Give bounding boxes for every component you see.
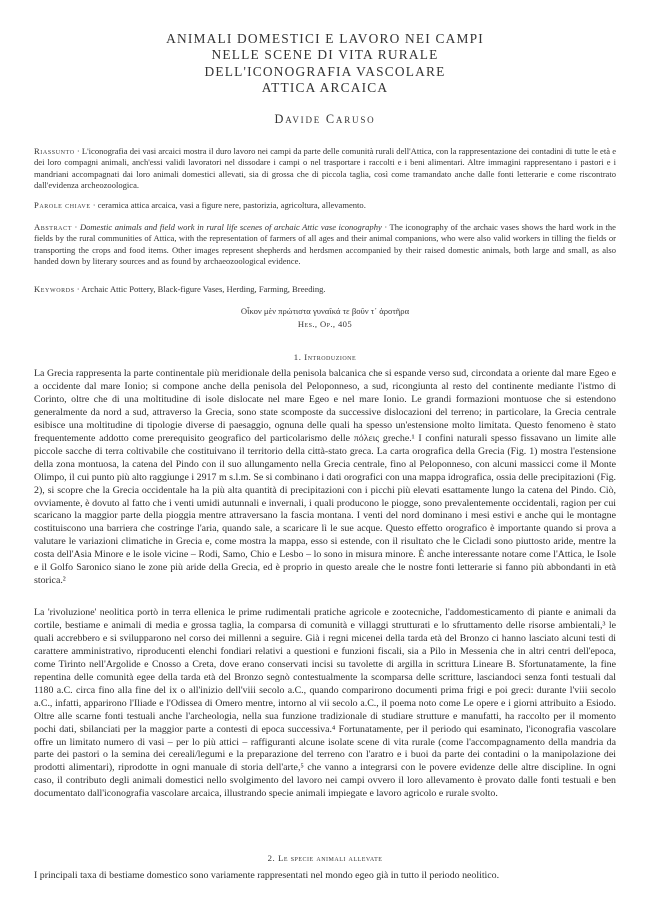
epigraph-reference: Hes., Op., 405: [297, 318, 353, 329]
parole-chiave-label: Parole chiave: [34, 200, 91, 210]
abstract-text: · The iconography of the archaic vases shows the hard work in the fields by the rural communities of Attica, with the representation of farmers of all ages and their animal companions, who were also valid workers in tilling the fields or transporting the crops and food items. Other images represent shepherds and herdsmen accompanied by their raised domestic animals, both large and small, as also handed down by literary sources and as found by archaeozoological evidence.: [34, 222, 616, 267]
section-1-number: 1.: [293, 352, 302, 362]
author-name: Davide Caruso: [274, 112, 376, 126]
parole-chiave-text: · ceramica attica arcaica, vasi a figure nere, pastorizia, agricoltura, allevamento.: [90, 200, 366, 210]
riassunto-text: · L'iconografia dei vasi arcaici mostra il duro lavoro nei campi da parte delle comunità rurali dell'Attica, con la rappresentazione dei contadini di tutte le età e dei loro compagni animali, anch'essi validi lavoratori nel dissodare i campi o nel trasportare i raccolti e i beni alimentari. Altre immagini rappresentano i pastori e i mandriani accompagnati dai loro animali domestici allevati, sia di grossa che di piccola taglia, così come tramandato anche dalle fonti letterarie e come riscontrato dall'evidenza archeozoologica.: [34, 146, 616, 191]
section-2-number: 2.: [267, 853, 276, 863]
article-title: [60, 31, 590, 96]
title-line-3: DELL'ICONOGRAFIA VASCOLARE: [204, 63, 446, 79]
parole-chiave: [34, 200, 616, 211]
title-line-2: NELLE SCENE DI VITA RURALE: [211, 47, 439, 63]
section-2-paragraph-1: I principali taxa di bestiame domestico sono variamente rappresentati nel mondo egeo già in tutto il periodo neolitico.: [34, 870, 500, 881]
keywords: [34, 284, 616, 295]
riassunto: [34, 146, 616, 191]
section-1-paragraph-1: La Grecia rappresenta la parte continentale più meridionale della penisola balcanica che si espande verso sud, circondata a oriente dal mare Egeo e a occidente dal mare Ionio; si compone anche della penisola del Peloponneso, a sud, ricongiunta al resto del continente mediante l'istmo di Corinto, oltre che di una moltitudine di isole dislocate nel mare Egeo e nel mare Ionio. Le grandi formazioni montuose che si estendono generalmente da nord a sud, attraverso la Grecia, sono state scomposte da successive dislocazioni del terreno; in particolare, la Grecia centrale esibisce una moltitudine di tipologie diverse di paesaggio, ognuna delle quali ha spesso un'estensione molto limitata. Questo fenomeno è stato frequentemente addotto come prerequisito geografico del particolarismo delle πόλεις greche.¹ I confini naturali spesso fissavano un limite alle piccole sacche di terra coltivabile che costituivano il territorio della città-stato greca. La carta orografica della Grecia (Fig. 1) mostra l'estensione della zona montuosa, la catena del Pindo con il suo allungamento nella Grecia centrale, fino al Peloponneso, con alcuni massicci come il Monte Olimpo, il cui punto più alto raggiunge i 2917 m s.l.m. Se si combinano i dati orografici con una mappa idrografica, ossia delle precipitazioni (Fig. 2), si scopre che la Grecia occidentale ha la più alta quantità di precipitazioni con i picchi più elevati esattamente lungo la catena del Pindo. Ciò, ovviamente, è dovuto al fatto che i venti umidi autunnali e invernali, i quali producono le piogge, sono prevalentemente occidentali, ragion per cui scaricano la maggior parte della pioggia mentre attraversano la fascia montana. I venti del nord dominano i mesi estivi e anche qui le montagne costituiscono una barriera che costringe l'aria, quando sale, a scaricare lì le sue acque. Questo effetto orografico è importante quando si prova a valutare le variazioni climatiche in Grecia e, come mostra la mappa, esso si estende, con il risultato che le Cicladi sono piuttosto aride, mentre la costa dell'Asia Minore e le isole vicine – Rodi, Samo, Chio e Lesbo – lo sono in misura minore. È anche interessante notare come l'Attica, le Isole e il Golfo Saronico siano le zone più aride della Grecia, ed è proprio in questo areale che le nostre fonti letterarie si fanno più abbondanti in età storica.²: [34, 368, 616, 587]
abstract-label: Abstract: [34, 222, 72, 232]
title-line-4: ATTICA ARCAICA: [261, 79, 389, 95]
abstract-english-title: Domestic animals and field work in rural life scenes of archaic Attic vase iconography: [79, 222, 382, 232]
title-line-1: ANIMALI DOMESTICI E LAVORO NEI CAMPI: [166, 31, 484, 46]
section-1-paragraph-2: La 'rivoluzione' neolitica portò in terra ellenica le prime rudimentali pratiche agricole e zootecniche, l'addomesticamento di piante e animali da cortile, bestiame e animali di media e grossa taglia, la comparsa di comunità e villaggi strutturati e lo sfruttamento delle risorse ambientali,³ le quali accrebbero e si svilupparono nel corso dei millenni a seguire. Già i regni micenei della tarda età del Bronzo ci hanno lasciato alcuni testi di carattere amministrativo, riproducenti elenchi fondiari relativi a questioni e funzioni fiscali, sia a Pilo in Messenia che in altri centri dell'epoca, come Tirinto nell'Argolide e Cnosso a Creta, dove erano conservati incisi su tavolette di argilla in scrittura Lineare B. Sfortunatamente, la fine repentina delle comunità egee della tarda età del Bronzo segnò contestualmente la scomparsa delle scritture, lasciandoci senza fonti testuali dal 1180 a.C. circa fino alla fine del ix o all'inizio dell'viii secolo a.C., quando comparirono documenti prima frigi e poi greci: durante l'viii secolo a.C., infatti, apparirono l'Iliade e l'Odissea di Omero mentre, intorno al vii secolo a.C., il poema noto come Le opere e i giorni attribuito a Esiodo. Oltre alle scarne fonti testuali anche l'archeologia, nella sua funzione tradizionale di studiare strutture e manufatti, ha raccolto per il momento pochi dati, sbilanciati per la maggior parte a contesti di epoca successiva.⁴ Fortunatamente, per il periodo qui esaminato, l'iconografia vascolare offre un limitato numero di vasi – per lo più attici – raffiguranti alcune isolate scene di vita rurale (come l'accompagnamento della mandria da parte dei pastori o la semina dei cereali/legumi e la preparazione del terreno con l'aratro e i buoi da parte dei contadini o la manipolazione dei prodotti alimentari), riprodotte in ogni manuale di storia dell'arte,⁵ che vanno a integrarsi con le povere evidenze delle altre discipline. In ogni caso, il contributo degli animali domestici nello svolgimento del lavoro nei campi ovvero il loro allevamento è provato dalle fonti testuali e ben documentato dall'iconografia vascolare arcaica, illustrando specie animali impiegate e lavoro agricolo e rurale svolto.: [34, 607, 616, 800]
epigraph: [190, 305, 460, 330]
abstract: Abstract · Domestic animals and field work in rural life scenes of archaic Attic vase iconography · The iconography of the archaic vases shows the hard work in the fields by the rural communities of Attica, with the representation of farmers of all ages and their animal companions, who were also valid workers in tilling the fields or transporting the crops and food items. Other images represent shepherds and herdsmen accompanied by their raised domestic animals, both large and small, as also handed down by literary sources and as found by archaeozoological evidence.: [34, 222, 616, 267]
keywords-label: Keywords: [34, 284, 75, 294]
section-1-title: Introduzione: [304, 352, 357, 362]
section-2-title: Le specie animali allevate: [278, 853, 383, 863]
riassunto-label: Riassunto: [34, 146, 75, 156]
keywords-text: · Archaic Attic Pottery, Black-figure Vases, Herding, Farming, Breeding.: [74, 284, 326, 294]
section-2-heading: [34, 853, 616, 863]
epigraph-greek: Οἶκον μὲν πρώτιστα γυναῖκά τε βοῦν τ᾽ ἀροτῆρα: [240, 306, 410, 316]
section-1-heading: [34, 352, 616, 362]
